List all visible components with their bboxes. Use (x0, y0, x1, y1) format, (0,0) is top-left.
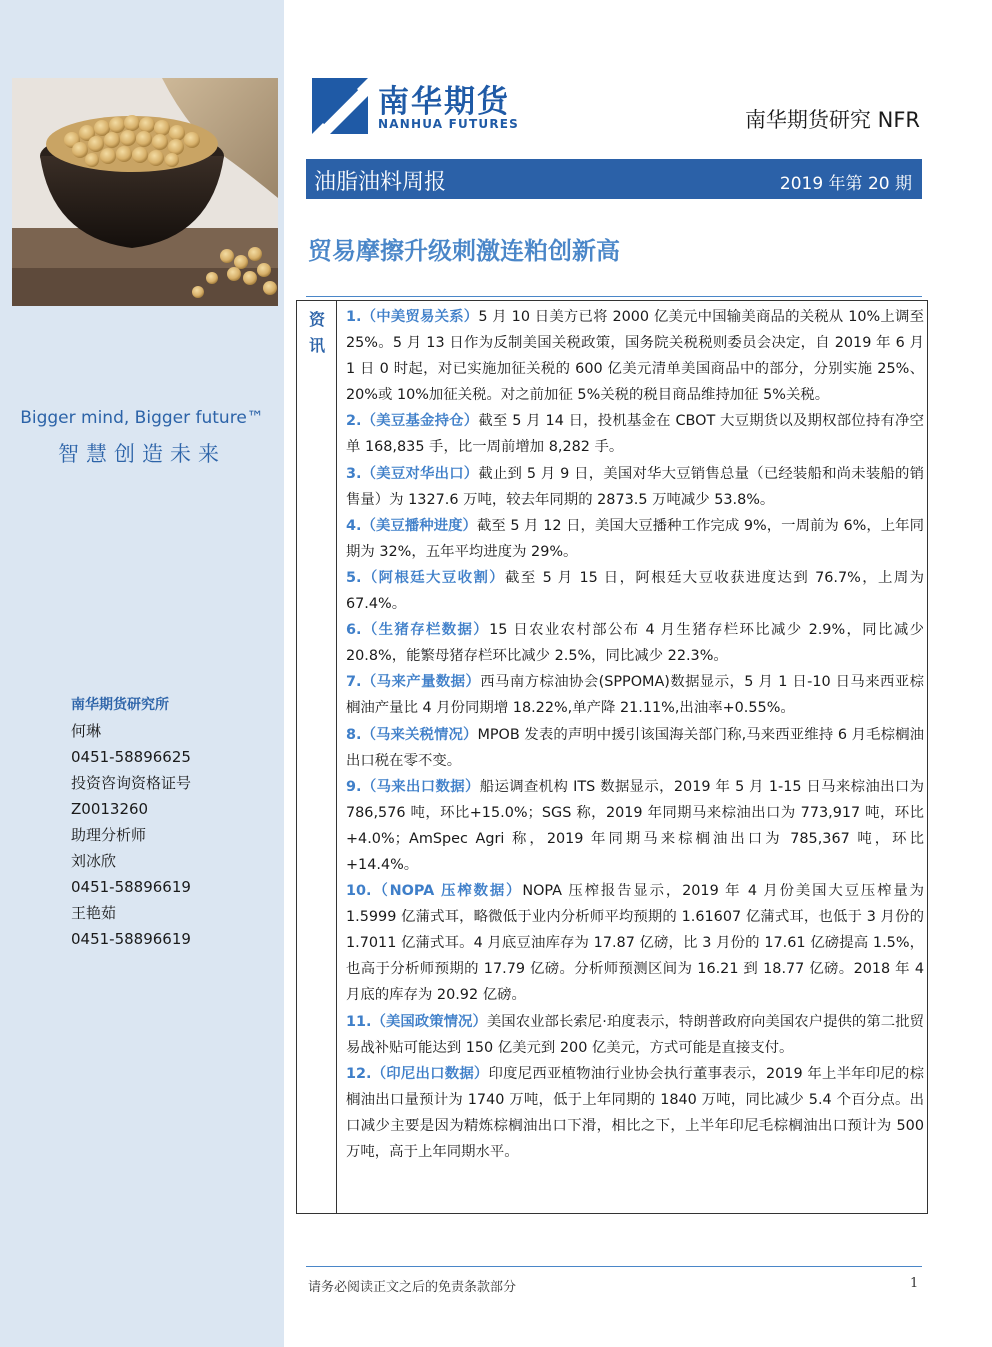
news-item-tag: 2.（美豆基金持仓） (346, 413, 479, 430)
left-sidebar (0, 0, 284, 1347)
soybean-bowl-photo (12, 78, 278, 306)
news-item-tag: 1.（中美贸易关系） (346, 309, 479, 325)
nanhua-logo-icon (308, 74, 372, 138)
footer-divider (306, 1266, 922, 1267)
slogan-chinese: 智慧创造未来 (58, 442, 226, 466)
contact-line: 投资咨询资格证号 (71, 774, 192, 792)
news-item-text: 印度尼西亚植物油行业协会执行董事表示，2019 年上半年印尼的棕榈油出口量预计为 1740 万吨，低于上年同期的 1840 万吨，同比减少 5.4 个百分点。出口减少主要是因为精炼棕榈油出口下滑，相比之下，上半年印尼毛棕榈油出口预计为 500 万吨，高于上年同期水平。 (346, 1065, 924, 1160)
news-item (346, 1061, 924, 1165)
news-item-tag: 3.（美豆对华出口） (346, 465, 479, 482)
news-item-text: 西马南方棕油协会(SPPOMA)数据显示，5 月 1 日-10 日马来西亚棕榈油产量比 4 月份同期增 18.22%,单产降 21.11%,出油率+0.55%。 (346, 674, 924, 717)
news-item (346, 408, 924, 460)
contact-line: 0451-58896625 (71, 748, 191, 766)
report-headline: 贸易摩擦升级刺激连粕创新高 (308, 237, 620, 265)
news-item (346, 565, 924, 617)
contact-block (71, 692, 191, 952)
news-item-text: 截至 5 月 15 日，阿根廷大豆收获进度达到 76.7%，上周为 67.4%。 (346, 569, 925, 613)
news-item-tag: 11.（美国政策情况） (346, 1013, 487, 1030)
news-item (346, 1009, 924, 1061)
news-item-tag: 5.（阿根廷大豆收割） (346, 569, 506, 586)
contact-line: 王艳茹 (71, 904, 117, 922)
news-item-text: 5 月 10 日美方已将 2000 亿美元中国输美商品的关税从 10%上调至 25%。5 月 13 日作为反制美国关税政策，国务院关税税则委员会决定，自 2019 年 6 月 1 日 0 时起，对已实施加征关税的 600 亿美元清单美国商品中的部分，分别实施 25%、20%或 10%加征关税。对之前加征 5%关税的税目商品维持加征 5%关税。 (346, 309, 924, 404)
news-item (346, 513, 924, 565)
news-box (296, 300, 928, 1214)
news-item (346, 774, 924, 878)
news-item (346, 669, 924, 721)
news-item-tag: 10.（NOPA 压榨数据） (346, 883, 523, 900)
news-side-column (297, 301, 337, 1213)
news-item-tag: 6.（生猪存栏数据） (346, 622, 490, 639)
news-side-label: 资讯 (308, 310, 325, 355)
soybean-bowl-illustration (12, 78, 278, 306)
news-item (346, 617, 924, 669)
contact-line: 0451-58896619 (71, 930, 191, 948)
contact-line: 何琳 (71, 722, 102, 740)
news-item (346, 878, 924, 1008)
news-item-text: MPOB 发表的声明中援引该国海关部门称,马来西亚维持 6 月毛棕榈油出口税在零不变。 (346, 726, 925, 769)
slogan-english: Bigger mind, Bigger future™ (20, 408, 264, 428)
news-item-text: 美国农业部长索尼·珀度表示，特朗普政府向美国农户提供的第二批贸易战补贴可能达到 150 亿美元到 200 亿美元，方式可能是直接支付。 (346, 1013, 924, 1056)
contact-line: 刘冰欣 (71, 852, 117, 870)
news-item-text: 截至 5 月 14 日，投机基金在 CBOT 大豆期货以及期权部位持有净空单 168,835 手，比一周前增加 8,282 手。 (346, 413, 924, 456)
news-item-tag: 9.（马来出口数据） (346, 778, 480, 795)
news-item (346, 722, 924, 774)
news-item-tag: 12.（印尼出口数据） (346, 1065, 489, 1082)
divider (306, 296, 922, 297)
contact-org: 南华期货研究所 (71, 697, 169, 713)
news-item-text: 船运调查机构 ITS 数据显示，2019 年 5 月 1-15 日马来棕油出口为 786,576 吨，环比+15.0%；SGS 称，2019 年同期马来棕油出口为 773,917 吨，环比+4.0%；AmSpec Agri 称，2019 年同期马来棕榈油出口为 785,367 吨，环比+14.4%。 (346, 778, 924, 873)
contact-line: Z0013260 (71, 800, 149, 818)
research-label: 南华期货研究 NFR (744, 108, 920, 132)
brand-name-cn: 南华期货 (378, 84, 510, 120)
news-item-tag: 7.（马来产量数据） (346, 674, 481, 691)
news-item-text: 截至 5 月 12 日，美国大豆播种工作完成 9%，一周前为 6%，上年同期为 32%，五年平均进度为 29%。 (346, 517, 925, 560)
contact-line: 助理分析师 (71, 826, 147, 844)
report-issue: 2019 年第 20 期 (779, 174, 912, 194)
report-title-band (306, 159, 922, 199)
footer-disclaimer: 请务必阅读正文之后的免责条款部分 (308, 1280, 517, 1295)
news-item (346, 304, 924, 408)
contact-line: 0451-58896619 (71, 878, 191, 896)
report-series: 油脂油料周报 (314, 170, 447, 195)
news-item-text: 15 日农业农村部公布 4 月生猪存栏环比减少 2.9%，同比减少 20.8%，能繁母猪存栏环比减少 2.5%，同比减少 22.3%。 (346, 622, 925, 665)
page-number: 1 (910, 1276, 919, 1291)
news-item-tag: 4.（美豆播种进度） (346, 517, 477, 534)
news-item-tag: 8.（马来关税情况） (346, 726, 478, 743)
brand-name-en: NANHUA FUTURES (378, 117, 520, 131)
news-item-text: NOPA 压榨报告显示，2019 年 4 月份美国大豆压榨量为 1.5999 亿蒲式耳，略微低于业内分析师平均预期的 1.61607 亿蒲式耳，也低于 3 月份的 1.7011 亿蒲式耳。4 月底豆油库存为 17.87 亿磅，比 3 月份的 17.61 亿磅提高 1.5%，也高于分析师预期的 17.79 亿磅。分析师预测区间为 16.21 到 18.77 亿磅。2018 年 4 月底的库存为 20.92 亿磅。 (346, 883, 924, 1004)
news-items (346, 304, 924, 1165)
news-item-text: 截止到 5 月 9 日，美国对华大豆销售总量（已经装船和尚未装船的销售量）为 1327.6 万吨，较去年同期的 2873.5 万吨减少 53.8%。 (346, 465, 924, 508)
news-item (346, 461, 924, 513)
